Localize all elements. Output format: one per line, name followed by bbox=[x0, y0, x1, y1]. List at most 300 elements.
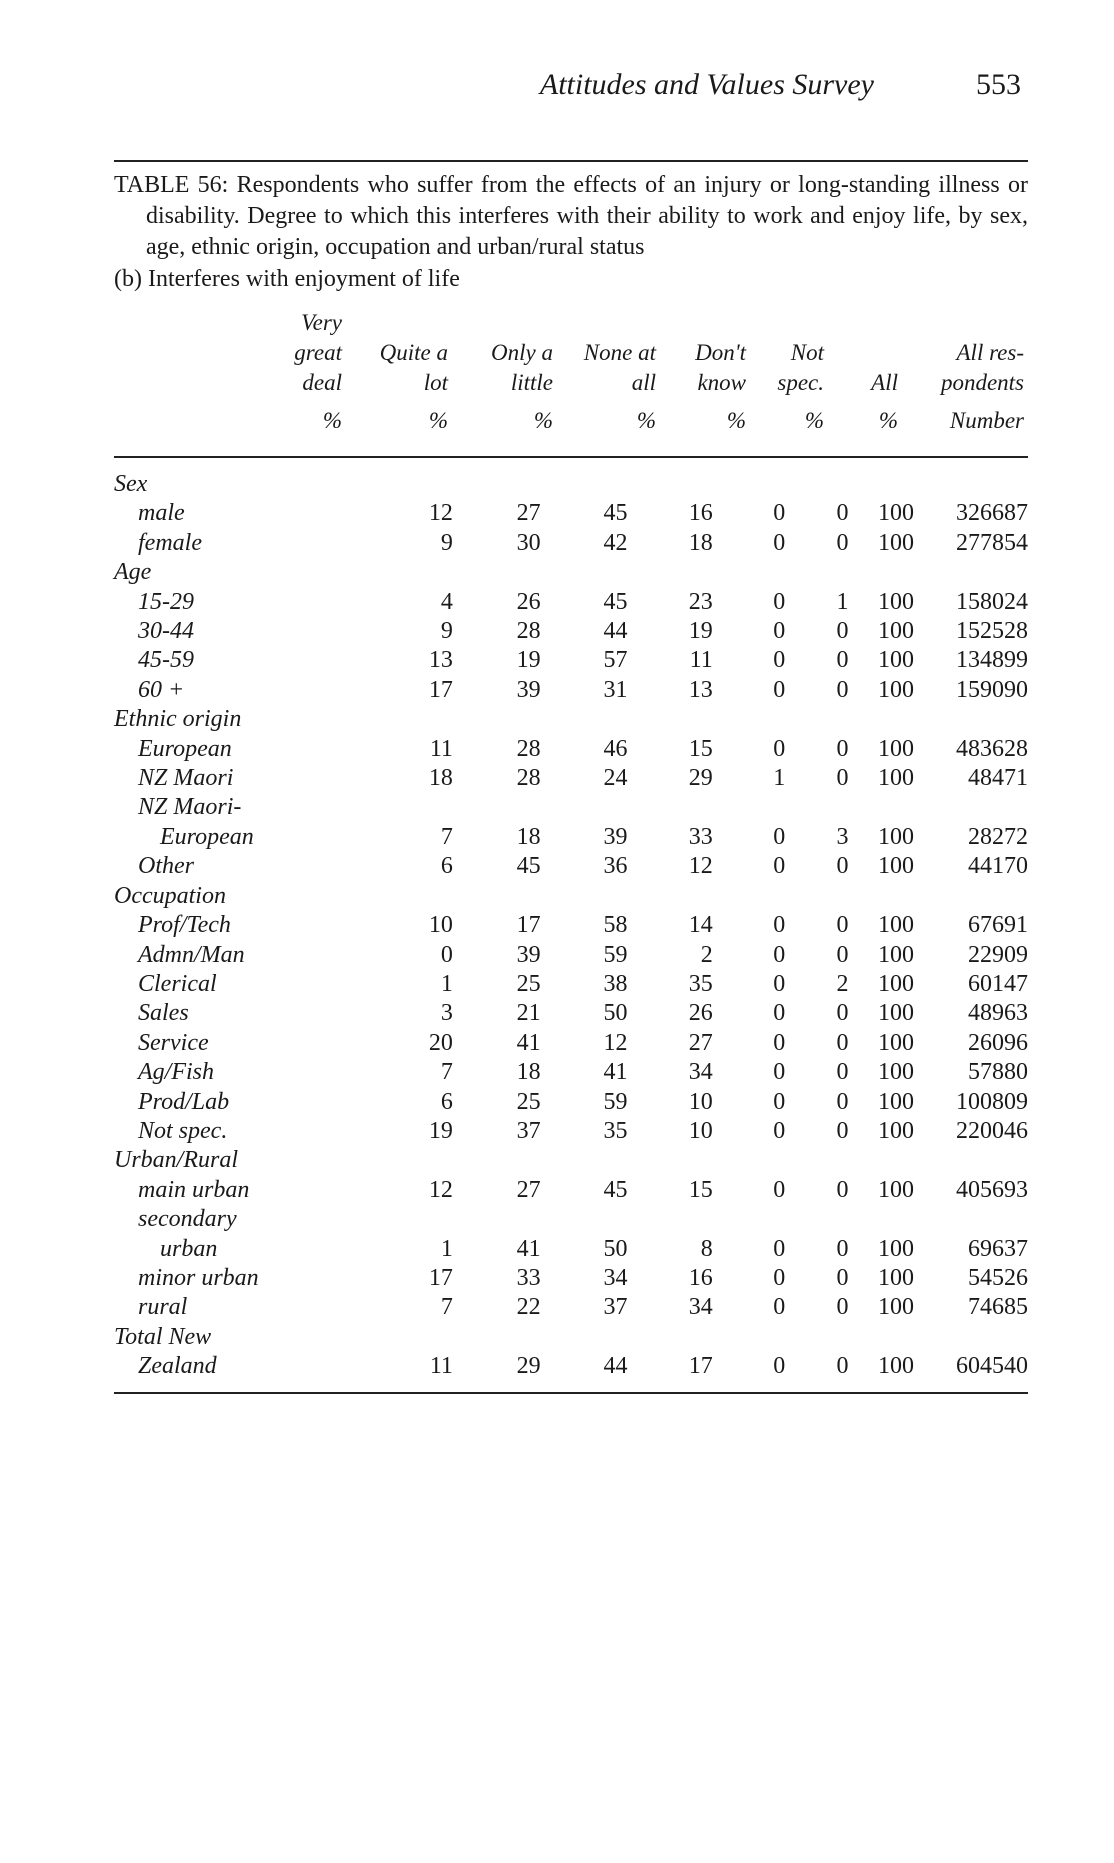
cell-value bbox=[627, 558, 712, 587]
column-header-1 bbox=[294, 308, 342, 398]
cell-value: 220046 bbox=[956, 1117, 1028, 1144]
cell-value bbox=[330, 1205, 453, 1234]
cell-value: 33 bbox=[688, 823, 713, 850]
cell-value: 35 bbox=[603, 1117, 628, 1144]
cell-value: 100 bbox=[878, 970, 915, 997]
cell-value: 0 bbox=[836, 1117, 849, 1144]
cell-value: 0 bbox=[773, 1353, 786, 1380]
cell-value: 18 bbox=[516, 823, 541, 850]
cell-value bbox=[713, 1146, 786, 1175]
table-row bbox=[114, 470, 1028, 499]
cell-value: 39 bbox=[603, 823, 628, 850]
cell-value bbox=[713, 1323, 786, 1352]
row-label: rural bbox=[138, 1294, 188, 1321]
row-label: Zealand bbox=[138, 1353, 217, 1380]
cell-value: 0 bbox=[440, 941, 453, 968]
cell-value: 41 bbox=[516, 1029, 541, 1056]
cell-value bbox=[453, 1146, 541, 1175]
cell-value: 0 bbox=[773, 853, 786, 880]
table-row bbox=[114, 764, 1028, 793]
column-unit: % bbox=[636, 408, 656, 433]
bottom-rule bbox=[114, 1392, 1028, 1394]
cell-value: 27 bbox=[516, 1176, 541, 1203]
cell-value: 17 bbox=[516, 912, 541, 939]
table-row bbox=[114, 705, 1028, 734]
column-header-8 bbox=[941, 308, 1024, 398]
table-row bbox=[114, 941, 1028, 970]
cell-value bbox=[541, 882, 628, 911]
cell-value: 50 bbox=[603, 1000, 628, 1027]
table-subtitle: (b) Interferes with enjoyment of life bbox=[114, 266, 460, 292]
table-row bbox=[114, 882, 1028, 911]
cell-value bbox=[785, 1146, 848, 1175]
cell-value: 0 bbox=[773, 1117, 786, 1144]
cell-value bbox=[541, 1146, 628, 1175]
cell-value bbox=[453, 793, 541, 822]
cell-value: 74685 bbox=[968, 1294, 1028, 1321]
cell-value: 39 bbox=[516, 941, 541, 968]
cell-value: 0 bbox=[773, 970, 786, 997]
cell-value bbox=[713, 470, 786, 499]
cell-value: 3 bbox=[836, 823, 849, 850]
cell-value: 60147 bbox=[968, 970, 1028, 997]
column-header-line bbox=[871, 308, 898, 338]
cell-value: 0 bbox=[836, 618, 849, 645]
table-row bbox=[114, 1176, 1028, 1205]
cell-value: 0 bbox=[773, 1029, 786, 1056]
cell-value: 45 bbox=[603, 500, 628, 527]
cell-value: 1 bbox=[440, 1235, 453, 1262]
row-label: European bbox=[160, 823, 254, 850]
cell-value: 22909 bbox=[968, 941, 1028, 968]
cell-value bbox=[849, 882, 914, 911]
cell-value: 0 bbox=[773, 647, 786, 674]
column-header-line bbox=[871, 338, 898, 368]
cell-value: 0 bbox=[836, 1088, 849, 1115]
table-row bbox=[114, 676, 1028, 705]
cell-value: 34 bbox=[688, 1059, 713, 1086]
cell-value bbox=[627, 1323, 712, 1352]
cell-value: 0 bbox=[773, 1235, 786, 1262]
cell-value: 0 bbox=[773, 676, 786, 703]
cell-value bbox=[849, 705, 914, 734]
cell-value bbox=[330, 882, 453, 911]
table-row bbox=[114, 823, 1028, 852]
cell-value bbox=[453, 1323, 541, 1352]
row-label: Ag/Fish bbox=[138, 1059, 214, 1086]
cell-value: 0 bbox=[836, 1059, 849, 1086]
row-label: female bbox=[138, 529, 202, 556]
cell-value: 45 bbox=[603, 588, 628, 615]
cell-value bbox=[849, 793, 914, 822]
cell-value bbox=[541, 705, 628, 734]
cell-value: 20 bbox=[428, 1029, 453, 1056]
table-row bbox=[114, 1323, 1028, 1352]
row-label: Sales bbox=[138, 1000, 189, 1027]
column-header-line: pondents bbox=[940, 370, 1024, 395]
cell-value: 6 bbox=[440, 1088, 453, 1115]
column-header-3 bbox=[491, 308, 553, 398]
cell-value: 100 bbox=[878, 735, 915, 762]
cell-value: 21 bbox=[516, 1000, 541, 1027]
cell-value: 59 bbox=[603, 1088, 628, 1115]
cell-value bbox=[914, 558, 1028, 587]
cell-value: 38 bbox=[603, 970, 628, 997]
cell-value: 28 bbox=[516, 765, 541, 792]
column-header-line: little bbox=[510, 370, 553, 395]
cell-value: 42 bbox=[603, 529, 628, 556]
cell-value: 152528 bbox=[956, 618, 1028, 645]
column-header-line: All bbox=[871, 370, 898, 395]
cell-value: 100 bbox=[878, 941, 915, 968]
column-header-line bbox=[777, 308, 824, 338]
cell-value bbox=[914, 882, 1028, 911]
cell-value: 405693 bbox=[956, 1176, 1028, 1203]
cell-value: 19 bbox=[516, 647, 541, 674]
cell-value bbox=[330, 705, 453, 734]
column-header-line bbox=[380, 308, 448, 338]
cell-value: 13 bbox=[688, 676, 713, 703]
cell-value bbox=[914, 1323, 1028, 1352]
cell-value: 100 bbox=[878, 1353, 915, 1380]
column-unit: % bbox=[804, 408, 824, 433]
cell-value bbox=[330, 1146, 453, 1175]
cell-value: 0 bbox=[836, 1294, 849, 1321]
row-label: NZ Maori bbox=[138, 765, 234, 792]
table-row bbox=[114, 588, 1028, 617]
cell-value: 69637 bbox=[968, 1235, 1028, 1262]
table-row bbox=[114, 1146, 1028, 1175]
row-label: secondary bbox=[138, 1206, 237, 1233]
cell-value: 8 bbox=[700, 1235, 713, 1262]
cell-value: 11 bbox=[429, 735, 453, 762]
cell-value: 17 bbox=[428, 676, 453, 703]
cell-value: 0 bbox=[836, 765, 849, 792]
row-label: Urban/Rural bbox=[114, 1147, 239, 1174]
cell-value: 0 bbox=[773, 735, 786, 762]
cell-value: 7 bbox=[440, 1294, 453, 1321]
cell-value: 100 bbox=[878, 588, 915, 615]
column-header-2 bbox=[380, 308, 448, 398]
column-header-line: All res- bbox=[956, 340, 1024, 365]
cell-value: 57 bbox=[603, 647, 628, 674]
cell-value: 134899 bbox=[956, 647, 1028, 674]
cell-value: 48471 bbox=[968, 765, 1028, 792]
running-header-title: Attitudes and Values Survey bbox=[539, 68, 874, 101]
cell-value: 27 bbox=[688, 1029, 713, 1056]
cell-value: 45 bbox=[516, 853, 541, 880]
cell-value: 100 bbox=[878, 500, 915, 527]
cell-value bbox=[627, 470, 712, 499]
cell-value: 16 bbox=[688, 500, 713, 527]
cell-value: 14 bbox=[688, 912, 713, 939]
cell-value bbox=[453, 1205, 541, 1234]
cell-value: 18 bbox=[688, 529, 713, 556]
row-label: urban bbox=[160, 1235, 218, 1262]
cell-value: 29 bbox=[688, 765, 713, 792]
cell-value: 54526 bbox=[968, 1264, 1028, 1291]
cell-value: 0 bbox=[836, 676, 849, 703]
cell-value bbox=[541, 1205, 628, 1234]
cell-value bbox=[453, 705, 541, 734]
row-label: minor urban bbox=[138, 1264, 259, 1291]
cell-value: 17 bbox=[688, 1353, 713, 1380]
table-row bbox=[114, 970, 1028, 999]
cell-value bbox=[713, 558, 786, 587]
cell-value: 15 bbox=[688, 735, 713, 762]
cell-value: 2 bbox=[836, 970, 849, 997]
column-header-line: know bbox=[697, 370, 746, 395]
cell-value: 16 bbox=[688, 1264, 713, 1291]
cell-value: 26096 bbox=[968, 1029, 1028, 1056]
cell-value: 35 bbox=[688, 970, 713, 997]
row-label: Occupation bbox=[114, 882, 226, 909]
cell-value: 37 bbox=[603, 1294, 628, 1321]
cell-value: 0 bbox=[836, 1264, 849, 1291]
column-header-line bbox=[695, 308, 746, 338]
cell-value: 100 bbox=[878, 765, 915, 792]
cell-value: 9 bbox=[440, 529, 453, 556]
table-row bbox=[114, 852, 1028, 881]
cell-value: 100 bbox=[878, 823, 915, 850]
table-caption bbox=[114, 170, 1028, 263]
cell-value: 23 bbox=[688, 588, 713, 615]
column-header-line bbox=[584, 308, 656, 338]
cell-value: 13 bbox=[428, 647, 453, 674]
cell-value: 18 bbox=[428, 765, 453, 792]
cell-value: 31 bbox=[603, 676, 628, 703]
column-header-line bbox=[941, 308, 1024, 338]
cell-value: 1 bbox=[440, 970, 453, 997]
cell-value: 12 bbox=[603, 1029, 628, 1056]
cell-value: 25 bbox=[516, 1088, 541, 1115]
table-row bbox=[114, 1235, 1028, 1264]
cell-value: 19 bbox=[428, 1117, 453, 1144]
cell-value: 17 bbox=[428, 1264, 453, 1291]
table-row bbox=[114, 793, 1028, 822]
cell-value: 0 bbox=[773, 1059, 786, 1086]
row-label: Not spec. bbox=[138, 1117, 228, 1144]
cell-value: 159090 bbox=[956, 676, 1028, 703]
table-caption-text: TABLE 56: Respondents who suffer from the effects of an injury or long-standing illness or disability. Degree to which this interferes with their ability to work and enjoy life, by sex, age, ethnic origin, occupation and urban/rural status bbox=[114, 172, 1028, 260]
cell-value: 326687 bbox=[956, 500, 1028, 527]
cell-value bbox=[627, 1146, 712, 1175]
row-label: Ethnic origin bbox=[114, 706, 242, 733]
cell-value bbox=[849, 1205, 914, 1234]
cell-value bbox=[330, 793, 453, 822]
cell-value: 37 bbox=[516, 1117, 541, 1144]
row-label: Prod/Lab bbox=[138, 1088, 230, 1115]
cell-value: 44170 bbox=[968, 853, 1028, 880]
cell-value bbox=[541, 1323, 628, 1352]
column-unit: % bbox=[322, 408, 342, 433]
cell-value: 30 bbox=[516, 529, 541, 556]
cell-value: 100 bbox=[878, 1029, 915, 1056]
cell-value bbox=[453, 558, 541, 587]
cell-value: 44 bbox=[603, 1353, 628, 1380]
cell-value: 158024 bbox=[956, 588, 1028, 615]
column-header-line bbox=[491, 308, 553, 338]
row-label: European bbox=[138, 735, 232, 762]
column-header-line: None at bbox=[583, 340, 656, 365]
cell-value: 46 bbox=[603, 735, 628, 762]
cell-value bbox=[541, 793, 628, 822]
cell-value: 45 bbox=[603, 1176, 628, 1203]
cell-value: 12 bbox=[428, 1176, 453, 1203]
cell-value bbox=[330, 558, 453, 587]
cell-value: 100 bbox=[878, 529, 915, 556]
cell-value: 100 bbox=[878, 618, 915, 645]
column-unit: % bbox=[726, 408, 746, 433]
table-row bbox=[114, 529, 1028, 558]
cell-value: 41 bbox=[603, 1059, 628, 1086]
cell-value: 1 bbox=[836, 588, 849, 615]
cell-value: 33 bbox=[516, 1264, 541, 1291]
column-unit: Number bbox=[949, 408, 1024, 433]
table-row bbox=[114, 1264, 1028, 1293]
cell-value: 27 bbox=[516, 500, 541, 527]
cell-value: 100 bbox=[878, 1117, 915, 1144]
cell-value: 44 bbox=[603, 618, 628, 645]
cell-value bbox=[914, 1205, 1028, 1234]
column-header-line: lot bbox=[423, 370, 448, 395]
row-label: Service bbox=[138, 1029, 209, 1056]
cell-value: 28 bbox=[516, 735, 541, 762]
cell-value: 9 bbox=[440, 618, 453, 645]
cell-value: 4 bbox=[440, 588, 453, 615]
table-row bbox=[114, 617, 1028, 646]
cell-value bbox=[785, 470, 848, 499]
cell-value: 0 bbox=[773, 529, 786, 556]
cell-value: 100 bbox=[878, 1000, 915, 1027]
cell-value bbox=[914, 470, 1028, 499]
cell-value: 7 bbox=[440, 823, 453, 850]
cell-value: 100 bbox=[878, 1059, 915, 1086]
cell-value: 11 bbox=[689, 647, 713, 674]
table-row bbox=[114, 1293, 1028, 1322]
row-label: 15-29 bbox=[138, 588, 194, 615]
column-header-line: great bbox=[294, 340, 342, 365]
top-rule bbox=[114, 160, 1028, 162]
row-label: 45-59 bbox=[138, 647, 194, 674]
cell-value: 100 bbox=[878, 1088, 915, 1115]
row-label: Admn/Man bbox=[138, 941, 245, 968]
cell-value bbox=[713, 793, 786, 822]
cell-value: 0 bbox=[773, 1264, 786, 1291]
cell-value: 10 bbox=[428, 912, 453, 939]
table-row bbox=[114, 499, 1028, 528]
column-header-line: Not bbox=[790, 340, 824, 365]
cell-value: 28272 bbox=[968, 823, 1028, 850]
cell-value bbox=[330, 470, 453, 499]
cell-value: 0 bbox=[773, 1176, 786, 1203]
cell-value bbox=[713, 1205, 786, 1234]
row-label: main urban bbox=[138, 1176, 250, 1203]
cell-value: 50 bbox=[603, 1235, 628, 1262]
row-label: 60 + bbox=[138, 676, 185, 703]
row-label: Total New bbox=[114, 1323, 212, 1350]
cell-value: 19 bbox=[688, 618, 713, 645]
cell-value: 26 bbox=[688, 1000, 713, 1027]
column-header-5 bbox=[695, 308, 746, 398]
table-row bbox=[114, 1117, 1028, 1146]
column-header-line: deal bbox=[302, 370, 342, 395]
cell-value: 18 bbox=[516, 1059, 541, 1086]
cell-value: 0 bbox=[773, 618, 786, 645]
column-header-4 bbox=[584, 308, 656, 398]
cell-value: 0 bbox=[836, 1029, 849, 1056]
table-row bbox=[114, 999, 1028, 1028]
cell-value: 0 bbox=[773, 588, 786, 615]
cell-value bbox=[785, 1323, 848, 1352]
cell-value: 7 bbox=[440, 1059, 453, 1086]
cell-value: 100 bbox=[878, 1235, 915, 1262]
row-label: 30-44 bbox=[138, 618, 194, 645]
cell-value: 26 bbox=[516, 588, 541, 615]
row-label: Other bbox=[138, 853, 194, 880]
cell-value: 3 bbox=[440, 1000, 453, 1027]
cell-value: 100 bbox=[878, 1294, 915, 1321]
cell-value: 0 bbox=[773, 1294, 786, 1321]
cell-value: 0 bbox=[836, 912, 849, 939]
cell-value: 0 bbox=[773, 1000, 786, 1027]
cell-value: 59 bbox=[603, 941, 628, 968]
cell-value: 11 bbox=[429, 1353, 453, 1380]
cell-value: 0 bbox=[773, 912, 786, 939]
table-row bbox=[114, 1352, 1028, 1381]
row-label: male bbox=[138, 500, 185, 527]
header-rule bbox=[114, 456, 1028, 458]
cell-value: 0 bbox=[836, 1176, 849, 1203]
cell-value: 67691 bbox=[968, 912, 1028, 939]
cell-value bbox=[713, 882, 786, 911]
cell-value: 25 bbox=[516, 970, 541, 997]
cell-value bbox=[914, 705, 1028, 734]
cell-value: 0 bbox=[836, 1353, 849, 1380]
row-label: Sex bbox=[114, 471, 148, 497]
cell-value bbox=[914, 1146, 1028, 1175]
cell-value: 0 bbox=[773, 823, 786, 850]
cell-value: 0 bbox=[836, 735, 849, 762]
table-row bbox=[114, 1058, 1028, 1087]
cell-value: 0 bbox=[773, 500, 786, 527]
cell-value bbox=[330, 1323, 453, 1352]
cell-value: 0 bbox=[773, 941, 786, 968]
cell-value bbox=[914, 793, 1028, 822]
cell-value: 0 bbox=[836, 647, 849, 674]
cell-value: 39 bbox=[516, 676, 541, 703]
cell-value: 34 bbox=[603, 1264, 628, 1291]
cell-value: 10 bbox=[688, 1117, 713, 1144]
cell-value: 24 bbox=[603, 765, 628, 792]
column-unit: % bbox=[878, 408, 898, 433]
page-number: 553 bbox=[976, 68, 1021, 101]
cell-value: 483628 bbox=[956, 735, 1028, 762]
table-row bbox=[114, 1088, 1028, 1117]
table-row bbox=[114, 735, 1028, 764]
cell-value: 10 bbox=[688, 1088, 713, 1115]
cell-value: 22 bbox=[516, 1294, 541, 1321]
cell-value: 34 bbox=[688, 1294, 713, 1321]
cell-value: 41 bbox=[516, 1235, 541, 1262]
cell-value: 0 bbox=[836, 500, 849, 527]
data-table bbox=[114, 470, 1028, 1382]
cell-value bbox=[453, 470, 541, 499]
column-header-line: Quite a bbox=[379, 340, 448, 365]
cell-value: 1 bbox=[773, 765, 786, 792]
cell-value: 57880 bbox=[968, 1059, 1028, 1086]
cell-value bbox=[849, 470, 914, 499]
